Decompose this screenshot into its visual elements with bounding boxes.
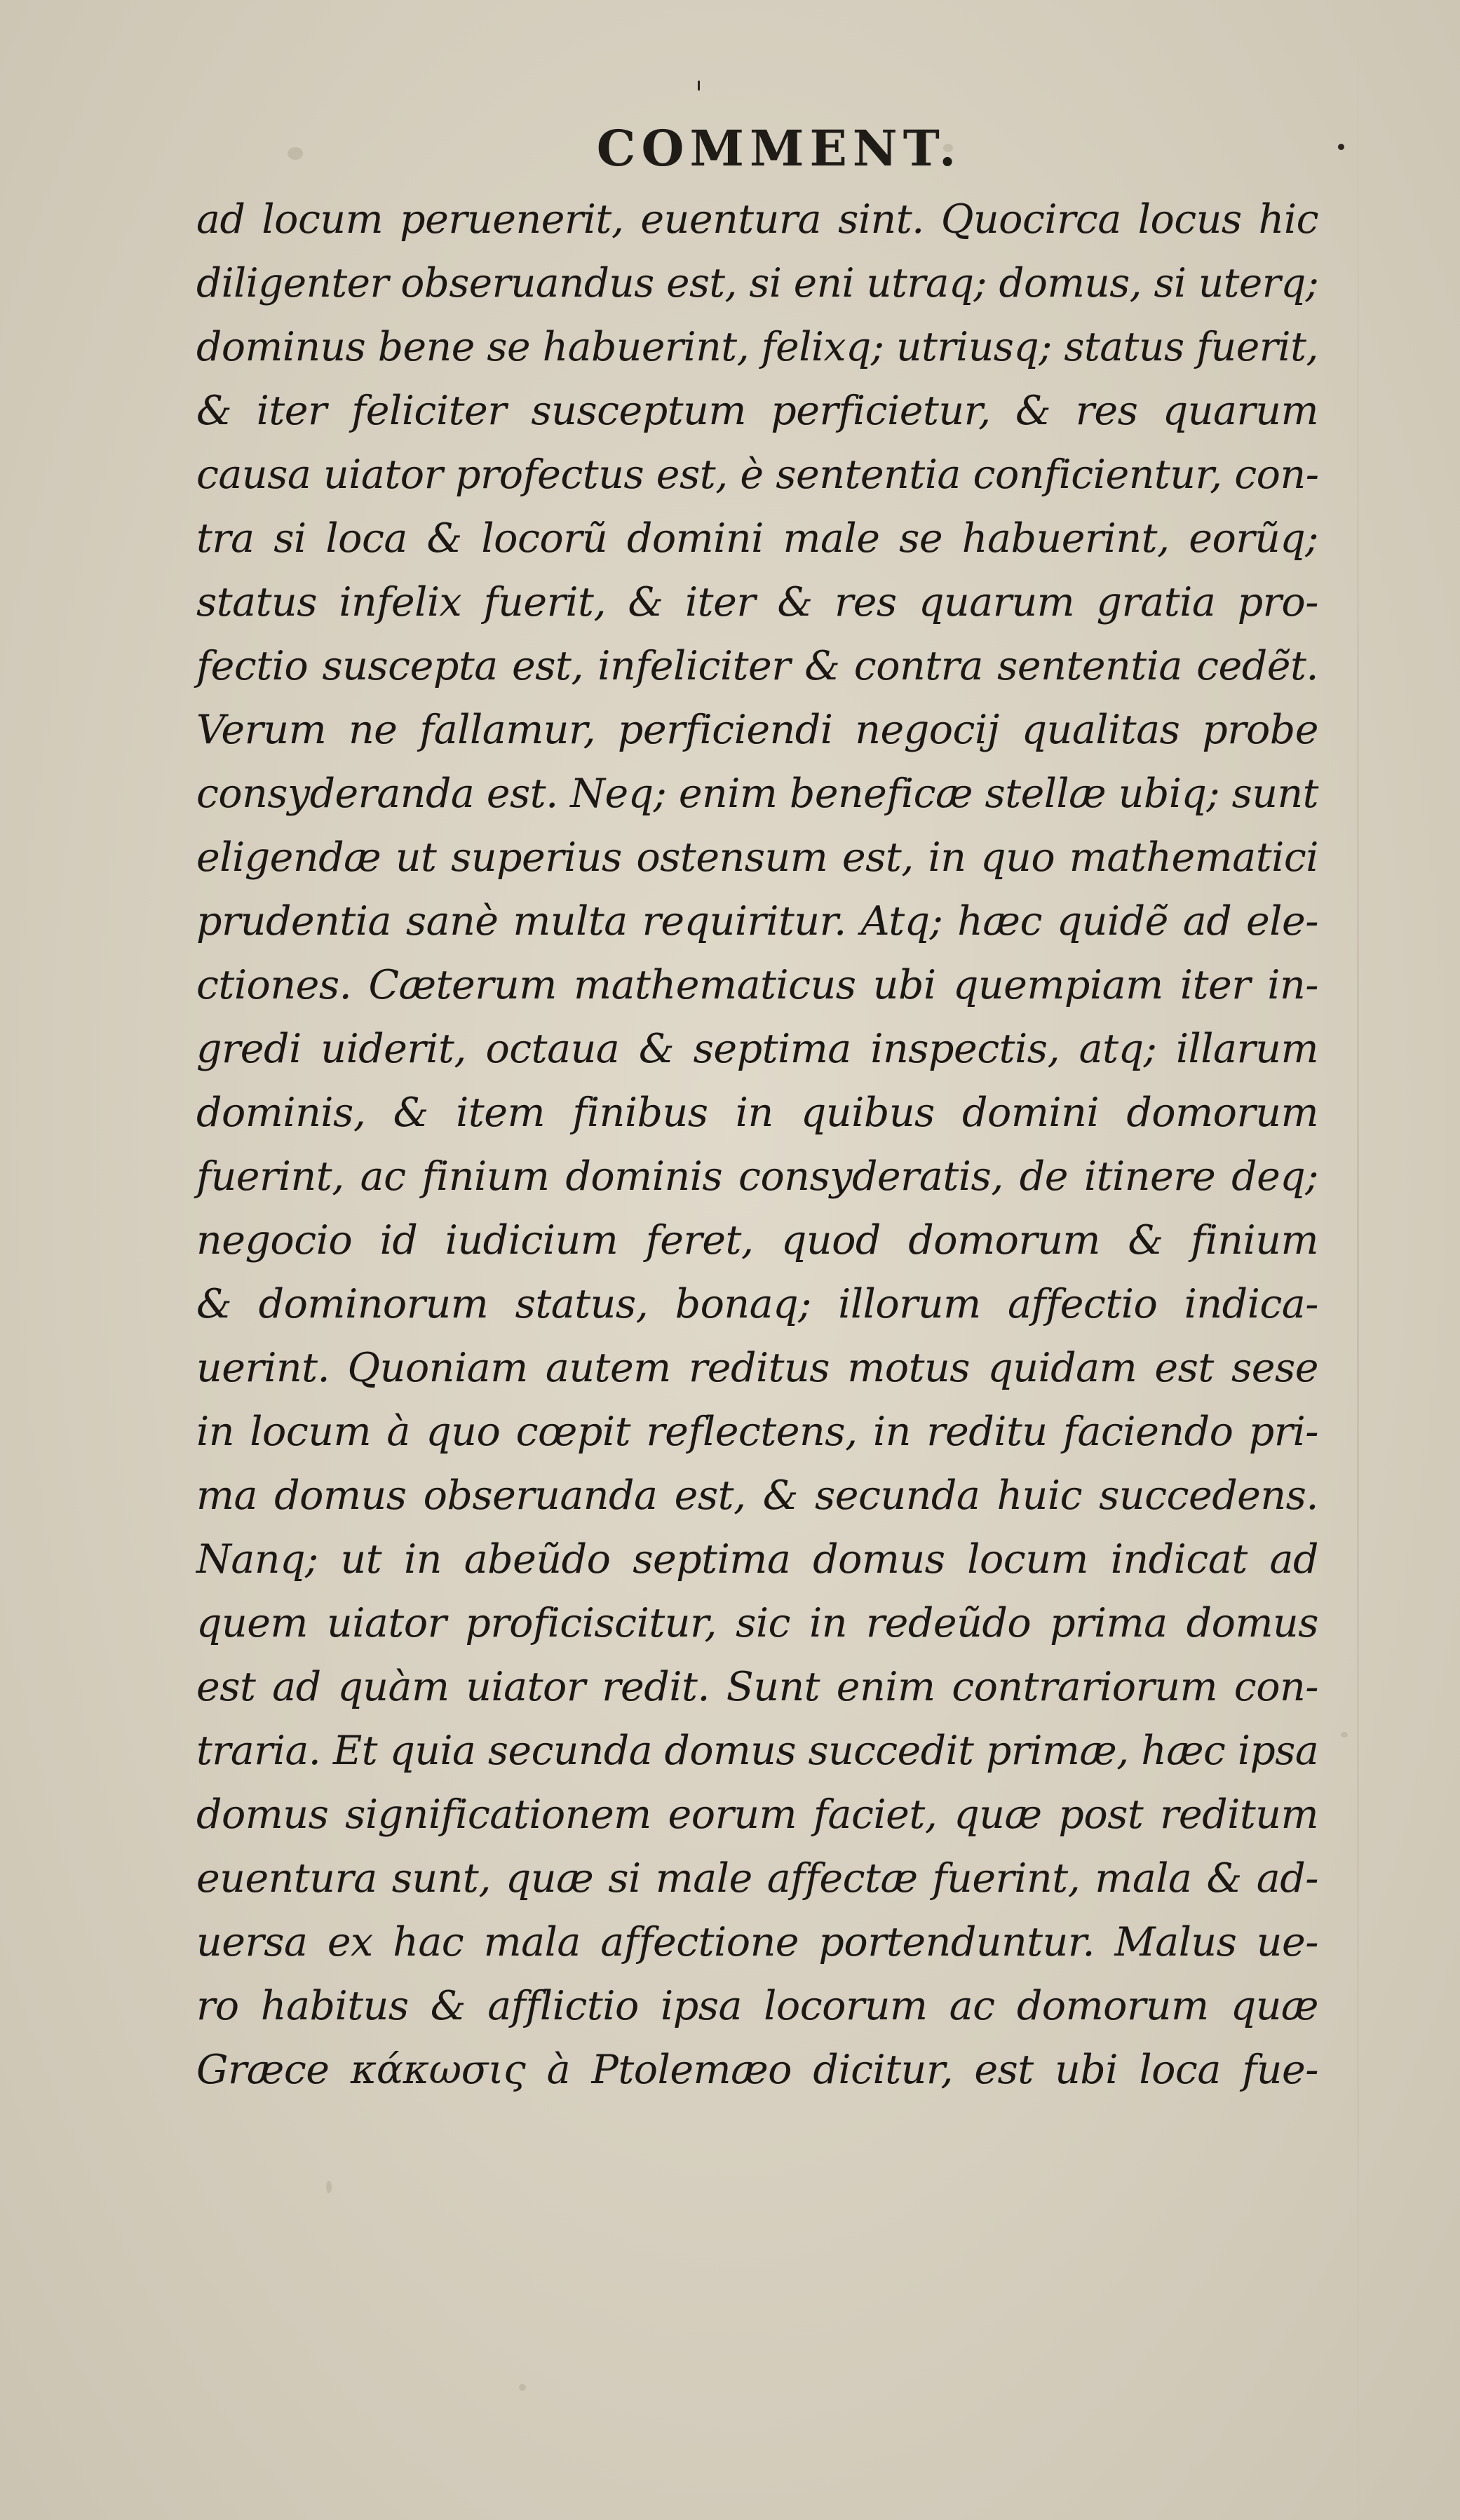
- text-line: fectio suscepta est, infeliciter & contra sententia cedẽt.: [196, 643, 1318, 689]
- text-line: gredi uiderit, octaua & septima inspectis, atq; illarum: [196, 1026, 1318, 1072]
- paper-stain: [519, 2384, 526, 2391]
- text-line: consyderanda est. Neq; enim beneficæ stellæ ubiq; sunt: [196, 771, 1318, 817]
- text-line: Nanq; ut in abeũdo septima domus locum indicat ad: [196, 1536, 1318, 1583]
- text-line: ro habitus & afflictio ipsa locorum ac domorum quæ: [196, 1983, 1318, 2029]
- text-line: uersa ex hac mala affectione portenduntur. Malus ue-: [196, 1919, 1318, 1965]
- body-text: [196, 188, 1318, 2102]
- text-line: negocio id iudicium feret, quod domorum & finium: [196, 1217, 1318, 1264]
- text-line: est ad quàm uiator redit. Sunt enim contrariorum con-: [196, 1664, 1318, 1710]
- text-line: & iter feliciter susceptum perficietur, & res quarum: [196, 388, 1318, 434]
- text-line: uerint. Quoniam autem reditus motus quidam est sese: [196, 1345, 1318, 1391]
- text-line: ctiones. Cæterum mathematicus ubi quempiam iter in-: [196, 962, 1318, 1008]
- paper-stain: [326, 2181, 332, 2193]
- text-line: dominus bene se habuerint, felixq; utriusq; status fuerit,: [196, 324, 1318, 370]
- text-line: traria. Et quia secunda domus succedit primæ, hæc ipsa: [196, 1728, 1319, 1774]
- text-line: Græce κάκωσις à Ptolemæo dicitur, est ubi loca fue-: [196, 2047, 1318, 2093]
- text-line: ma domus obseruanda est, & secunda huic succedens.: [196, 1472, 1318, 1519]
- text-line: & dominorum status, bonaq; illorum affectio indica-: [196, 1281, 1318, 1327]
- text-line: causa uiator profectus est, è sententia conficientur, con-: [196, 452, 1319, 498]
- text-line: diligenter obseruandus est, si eni utraq; domus, si uterq;: [196, 260, 1319, 306]
- text-line: in locum à quo cœpit reflectens, in reditu faciendo pri-: [196, 1409, 1318, 1455]
- ink-speck: [698, 81, 700, 90]
- text-line: domus significationem eorum faciet, quæ post reditum: [196, 1791, 1318, 1838]
- text-line: tra si loca & locorũ domini male se habuerint, eorũq;: [196, 515, 1318, 562]
- text-line: eligendæ ut superius ostensum est, in quo mathematici: [196, 834, 1318, 881]
- running-head: [0, 119, 1460, 177]
- paper-stain: [1341, 1732, 1348, 1737]
- text-line: ad locum peruenerit, euentura sint. Quocirca locus hic: [196, 196, 1318, 243]
- text-line: quem uiator proficiscitur, sic in redeũdo prima domus: [196, 1600, 1318, 1646]
- text-line: euentura sunt, quæ si male affectæ fuerint, mala & ad-: [196, 1855, 1318, 1902]
- text-line: status infelix fuerit, & iter & res quarum gratia pro-: [196, 579, 1318, 625]
- text-line: fuerint, ac finium dominis consyderatis, de itinere deq;: [196, 1153, 1318, 1200]
- text-line: Verum ne fallamur, perficiendi negocij qualitas probe: [196, 707, 1318, 753]
- running-head-text: COMMENT.: [596, 119, 962, 177]
- page-edge-shadow: [1357, 0, 1359, 2520]
- text-line: dominis, & item finibus in quibus domini domorum: [196, 1090, 1318, 1136]
- text-line: prudentia sanè multa requiritur. Atq; hæc quidẽ ad ele-: [196, 898, 1318, 944]
